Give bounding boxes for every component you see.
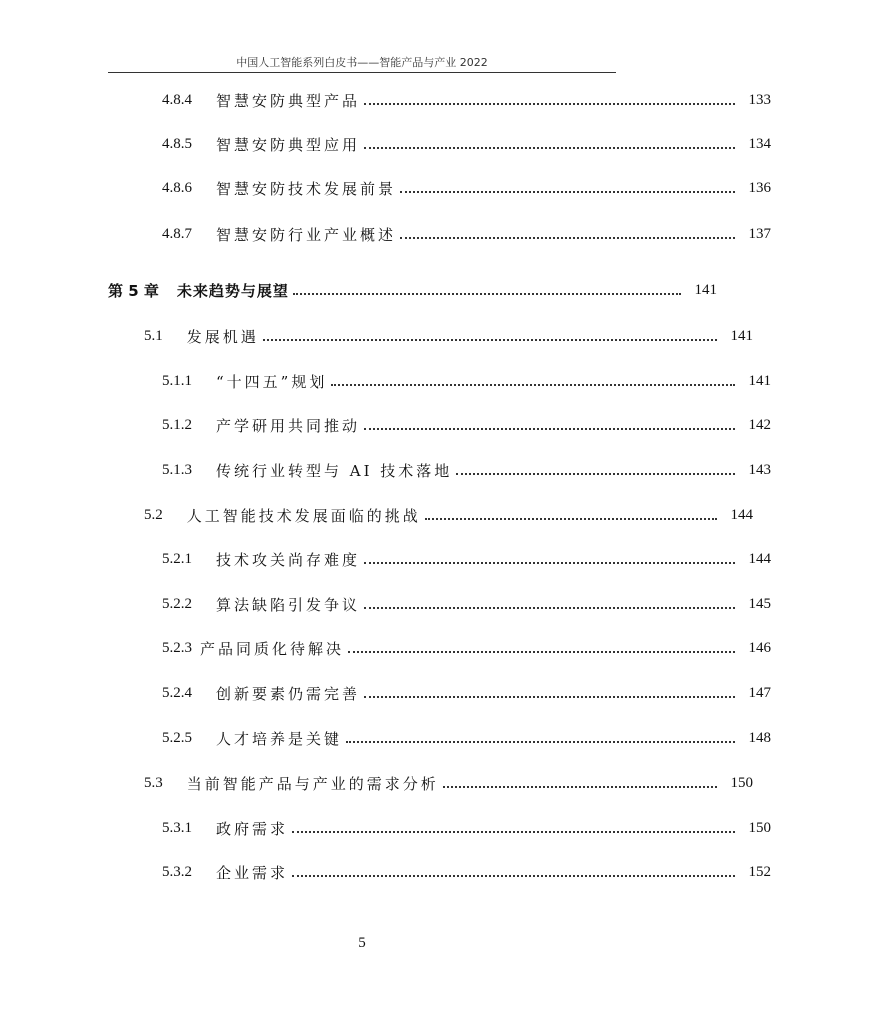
toc-entry-number: 5.1.2 — [162, 416, 192, 433]
dot-leader — [443, 786, 717, 788]
toc-entry[interactable] — [0, 860, 886, 884]
toc-entry-page: 134 — [748, 135, 771, 152]
toc-entry-number: 4.8.6 — [162, 179, 192, 196]
toc-entry-title: 智慧安防行业产业概述 — [216, 225, 397, 244]
toc-entry-page: 152 — [748, 863, 771, 880]
toc-entry-title: 创新要素仍需完善 — [216, 684, 361, 703]
dot-leader — [364, 607, 735, 609]
toc-entry-title: 产品同质化待解决 — [200, 639, 345, 658]
toc-entry-page: 133 — [748, 91, 771, 108]
dot-leader — [364, 103, 735, 105]
dot-leader — [400, 237, 735, 239]
dot-leader — [364, 562, 735, 564]
toc-entry-page: 144 — [748, 550, 771, 567]
dot-leader — [292, 875, 735, 877]
toc-entry[interactable] — [0, 681, 886, 705]
toc-entry-title: “十四五”规划 — [216, 372, 328, 391]
toc-entry-page: 150 — [748, 819, 771, 836]
toc-entry-title: 产学研用共同推动 — [216, 416, 361, 435]
dot-leader — [263, 339, 717, 341]
toc-entry-number: 5.1 — [144, 327, 163, 344]
dot-leader — [348, 651, 735, 653]
toc-entry[interactable] — [0, 413, 886, 437]
toc-entry-number: 5.2.3 — [162, 639, 192, 656]
dot-leader — [425, 518, 717, 520]
toc-entry-page: 143 — [748, 461, 771, 478]
toc-entry[interactable] — [0, 369, 886, 393]
toc-entry-page: 146 — [748, 639, 771, 656]
dot-leader — [292, 831, 735, 833]
toc-entry-page: 147 — [748, 684, 771, 701]
toc-entry-page: 141 — [748, 372, 771, 389]
dot-leader — [346, 741, 735, 743]
toc-entry-title: 智慧安防技术发展前景 — [216, 179, 397, 198]
toc-entry[interactable] — [0, 324, 868, 348]
toc-entry[interactable] — [0, 458, 886, 482]
toc-entry[interactable] — [0, 547, 886, 571]
toc-entry[interactable] — [0, 503, 868, 527]
toc-entry-title: 未来趋势与展望 — [176, 281, 289, 300]
toc-entry-number: 4.8.5 — [162, 135, 192, 152]
toc-entry[interactable] — [0, 726, 886, 750]
dot-leader — [364, 428, 735, 430]
toc-entry-number: 5.2.4 — [162, 684, 192, 701]
toc-entry-number: 5.3 — [144, 774, 163, 791]
toc-entry-page: 142 — [748, 416, 771, 433]
toc-entry-page: 141 — [694, 281, 717, 298]
toc-entry-number: 5.2.2 — [162, 595, 192, 612]
toc-entry-title: 当前智能产品与产业的需求分析 — [186, 774, 439, 793]
toc-entry-number: 5.1.3 — [162, 461, 192, 478]
toc-entry-title: 企业需求 — [216, 863, 289, 882]
toc-entry-title: 算法缺陷引发争议 — [216, 595, 361, 614]
toc-entry-title: 传统行业转型与 AI 技术落地 — [216, 461, 453, 480]
dot-leader — [364, 696, 735, 698]
toc-entry[interactable] — [0, 132, 886, 156]
toc-entry[interactable] — [0, 592, 886, 616]
toc-entry-title: 人才培养是关键 — [216, 729, 343, 748]
toc-entry-number: 第 5 章 — [108, 281, 159, 300]
toc-entry-title: 发展机遇 — [186, 327, 259, 346]
dot-leader — [400, 191, 735, 193]
toc-entry-number: 5.1.1 — [162, 372, 192, 389]
toc-entry[interactable] — [0, 88, 886, 112]
dot-leader — [293, 293, 681, 295]
toc-entry-page: 136 — [748, 179, 771, 196]
toc-entry-title: 智慧安防典型应用 — [216, 135, 361, 154]
dot-leader — [456, 473, 735, 475]
dot-leader — [364, 147, 735, 149]
toc-entry-number: 4.8.4 — [162, 91, 192, 108]
toc-entry[interactable] — [0, 636, 886, 660]
toc-entry[interactable] — [0, 176, 886, 200]
page-number: 5 — [358, 935, 366, 951]
toc-entry-number: 4.8.7 — [162, 225, 192, 242]
toc-chapter-entry[interactable] — [0, 278, 832, 302]
toc-entry[interactable] — [0, 222, 886, 246]
toc-entry[interactable] — [0, 771, 868, 795]
toc-entry-number: 5.3.1 — [162, 819, 192, 836]
toc-entry-number: 5.3.2 — [162, 863, 192, 880]
toc-entry[interactable] — [0, 816, 886, 840]
running-header: 中国人工智能系列白皮书——智能产品与产业 2022 — [236, 56, 488, 69]
toc-entry-page: 145 — [748, 595, 771, 612]
toc-entry-number: 5.2 — [144, 506, 163, 523]
toc-entry-page: 148 — [748, 729, 771, 746]
toc-entry-page: 141 — [730, 327, 753, 344]
toc-entry-title: 人工智能技术发展面临的挑战 — [186, 506, 421, 525]
toc-entry-number: 5.2.5 — [162, 729, 192, 746]
toc-entry-page: 137 — [748, 225, 771, 242]
toc-entry-title: 政府需求 — [216, 819, 289, 838]
toc-entry-number: 5.2.1 — [162, 550, 192, 567]
toc-entry-page: 144 — [730, 506, 753, 523]
toc-entry-title: 智慧安防典型产品 — [216, 91, 361, 110]
toc-entry-page: 150 — [730, 774, 753, 791]
toc-entry-title: 技术攻关尚存难度 — [216, 550, 361, 569]
dot-leader — [331, 384, 735, 386]
